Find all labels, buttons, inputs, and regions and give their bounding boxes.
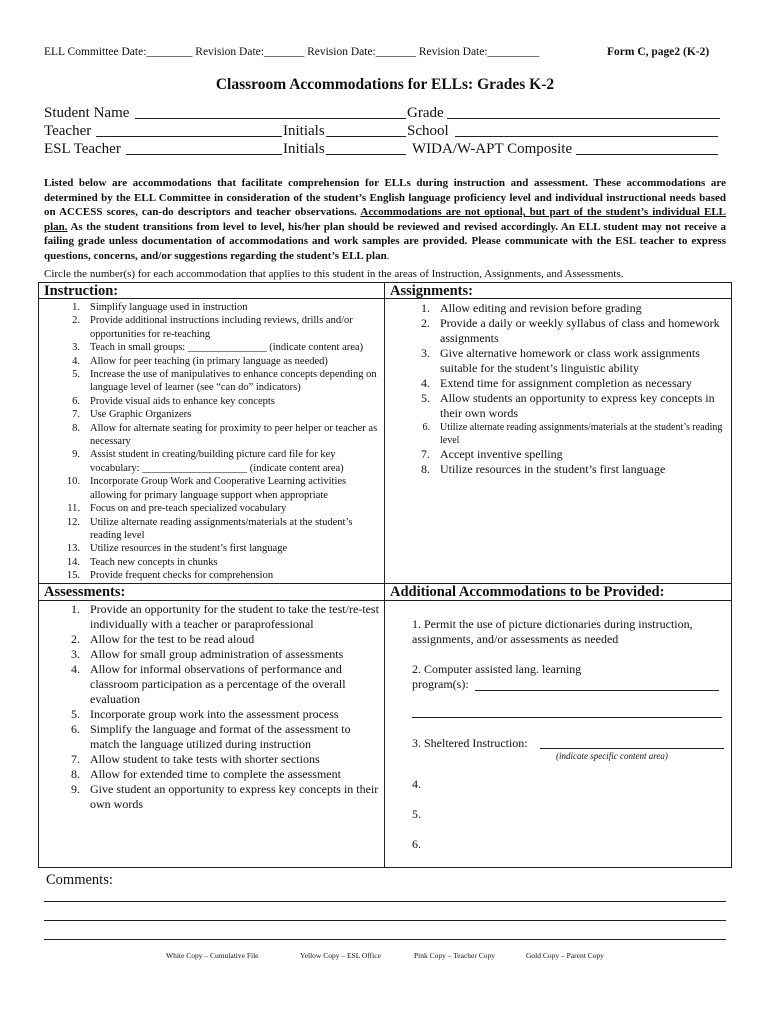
- item-text: Allow student to take tests with shorter sections: [90, 752, 320, 766]
- additional-item-2[interactable]: 2. Computer assisted lang. learning: [412, 662, 582, 676]
- footer-pink-copy: Pink Copy – Teacher Copy: [414, 951, 495, 960]
- list-item[interactable]: [44, 569, 382, 582]
- item-number: 3.: [421, 346, 430, 360]
- item-text: Allow for alternate seating for proximity to peer helper or teacher as necessary: [90, 422, 378, 448]
- item-text: Provide frequent checks for comprehension: [90, 570, 274, 582]
- list-item[interactable]: [44, 767, 380, 782]
- wida-line[interactable]: [576, 154, 718, 155]
- item-number: 5.: [421, 391, 430, 405]
- column-divider: [384, 282, 385, 868]
- teacher-line[interactable]: [96, 136, 282, 137]
- item-text: Allow students an opportunity to express key concepts in their own words: [440, 391, 715, 420]
- item-text: Allow for extended time to complete the assessment: [90, 767, 341, 781]
- item-number: 10.: [66, 476, 80, 488]
- school-line[interactable]: [455, 136, 718, 137]
- item-text: Accept inventive spelling: [440, 447, 563, 461]
- intro-text-1: Listed below are accommodations that facilitate comprehension for ELLs during instruction and assessment. These accommodations are determined by the ELL Committee in consideration of the student’s English language proficiency level and individual instructional needs based on ACCESS scores, can-do descriptors and teacher observations.: [44, 177, 726, 219]
- item-number: 9.: [72, 449, 80, 461]
- list-item[interactable]: [394, 421, 724, 447]
- item-text: Allow for informal observations of performance and classroom participation as a percentage of the overall evaluation: [90, 662, 346, 706]
- list-item[interactable]: [44, 475, 382, 502]
- list-item[interactable]: [394, 376, 724, 391]
- initials-label-2: Initials: [283, 141, 325, 157]
- item-text: Teach new concepts in chunks: [90, 556, 218, 568]
- list-item[interactable]: [394, 447, 724, 462]
- item-number: 1.: [71, 602, 80, 616]
- student-name-line[interactable]: [135, 118, 406, 119]
- item-text: Provide visual aids to enhance key concepts: [90, 395, 275, 407]
- list-item[interactable]: [44, 448, 382, 475]
- list-item[interactable]: [394, 301, 724, 316]
- page-title: Classroom Accommodations for ELLs: Grades K-2: [215, 76, 555, 93]
- item-text: Use Graphic Organizers: [90, 409, 192, 421]
- teacher-label: Teacher: [44, 123, 92, 139]
- additional-item-5[interactable]: 5.: [412, 807, 421, 821]
- instruction-list: [44, 301, 382, 583]
- item-number: 4.: [72, 355, 80, 367]
- list-item[interactable]: [44, 556, 382, 569]
- list-item[interactable]: [394, 462, 724, 477]
- item-number: 14.: [66, 556, 80, 568]
- item-number: 6.: [72, 395, 80, 407]
- item-text: Give student an opportunity to express key concepts in their own words: [90, 782, 379, 811]
- list-item[interactable]: [44, 502, 382, 515]
- item-number: 2.: [72, 315, 80, 327]
- list-item[interactable]: [394, 391, 724, 421]
- list-item[interactable]: [44, 355, 382, 368]
- esl-teacher-line[interactable]: [126, 154, 282, 155]
- item-number: 7.: [71, 752, 80, 766]
- intro-text-2: As the student transitions from level to level, his/her plan should be reviewed and revised accordingly. An ELL student may not receive a failing grade unless documentation of accommodations and work samples are provided. Please communicate with the ESL teacher to express questions, concerns, and/or suggestions regarding the student’s ELL plan: [44, 220, 726, 262]
- item-text: Allow for peer teaching (in primary language as needed): [90, 355, 328, 367]
- item-text: Allow editing and revision before grading: [440, 301, 642, 315]
- comment-line-1[interactable]: [44, 901, 726, 902]
- item-text: Teach in small groups: _______________ (indicate content area): [90, 342, 364, 354]
- item-number: 3.: [71, 647, 80, 661]
- list-item[interactable]: [44, 647, 380, 662]
- item-text: Utilize alternate reading assignments/materials at the student’s reading level: [90, 516, 353, 541]
- intro-paragraph: [44, 176, 726, 264]
- list-item[interactable]: [44, 314, 382, 341]
- item-text: Provide an opportunity for the student to take the test/re-test individually with a teacher or paraprofessional: [90, 602, 379, 631]
- footer-white-copy: White Copy – Cumulative File: [166, 951, 259, 960]
- list-item[interactable]: [394, 316, 724, 346]
- header-rule: [38, 298, 732, 299]
- item-text: Allow for small group administration of assessments: [90, 647, 344, 661]
- form-id: Form C, page2 (K-2): [607, 46, 710, 58]
- program-line[interactable]: [475, 690, 719, 691]
- item-number: 11.: [67, 503, 80, 515]
- initials-line-1[interactable]: [326, 136, 406, 137]
- footer-gold-copy: Gold Copy – Parent Copy: [526, 951, 604, 960]
- item-text: Incorporate group work into the assessment process: [90, 707, 339, 721]
- additional-item-3[interactable]: 3. Sheltered Instruction:: [412, 736, 528, 750]
- item-text: Provide a daily or weekly syllabus of class and homework assignments: [440, 316, 720, 345]
- item-text: Simplify language used in instruction: [90, 302, 248, 313]
- item-text: Simplify the language and format of the assessment to match the language utilized during instruction: [90, 722, 351, 751]
- comment-line-3[interactable]: [44, 939, 726, 940]
- list-item[interactable]: [44, 341, 382, 354]
- item-text: Extend time for assignment completion as necessary: [440, 376, 692, 390]
- assignments-list: [394, 301, 724, 477]
- additional-item-6[interactable]: 6.: [412, 837, 421, 851]
- grade-label: Grade: [407, 105, 444, 121]
- comment-line-2[interactable]: [44, 920, 726, 921]
- item-number: 8.: [72, 422, 80, 434]
- initials-label-1: Initials: [283, 123, 325, 139]
- grade-line[interactable]: [447, 118, 720, 119]
- list-item[interactable]: [44, 752, 380, 767]
- item-number: 9.: [71, 782, 80, 796]
- program-line-2[interactable]: [412, 717, 722, 718]
- list-item[interactable]: [44, 408, 382, 421]
- item-number: 7.: [421, 447, 430, 461]
- esl-teacher-label: ESL Teacher: [44, 141, 121, 157]
- item-text: Give alternative homework or class work assignments suitable for the student’s linguistic ability: [440, 346, 700, 375]
- list-item[interactable]: [44, 395, 382, 408]
- assignments-heading: Assignments:: [390, 283, 473, 299]
- item-number: 2.: [71, 632, 80, 646]
- item-number: 1.: [72, 302, 80, 313]
- item-number: 4.: [71, 662, 80, 676]
- list-item[interactable]: [44, 301, 382, 314]
- circle-instructions: Circle the number(s) for each accommodation that applies to this student in the areas of Instruction, Assignments, and Assessments.: [44, 268, 624, 280]
- item-number: 8.: [71, 767, 80, 781]
- item-text: Provide additional instructions including reviews, drills and/or opportunities for re-teaching: [90, 315, 353, 340]
- list-item[interactable]: [44, 516, 382, 543]
- item-text: Increase the use of manipulatives to enhance concepts depending on language level of learner (see “can do” indicators): [90, 369, 377, 394]
- item-number: 5.: [71, 707, 80, 721]
- sheltered-line[interactable]: [540, 748, 724, 749]
- additional-item-4[interactable]: 4.: [412, 777, 421, 791]
- instruction-heading: Instruction:: [44, 283, 119, 299]
- assessments-list: [44, 602, 380, 812]
- list-item[interactable]: [44, 782, 380, 812]
- item-number: 6.: [422, 422, 430, 433]
- item-text: Incorporate Group Work and Cooperative Learning activities allowing for primary language support when appropriate: [90, 476, 347, 501]
- item-number: 12.: [66, 516, 80, 528]
- intro-end: .: [386, 249, 390, 262]
- item-number: 4.: [421, 376, 430, 390]
- list-item[interactable]: [394, 346, 724, 376]
- item-number: 5.: [72, 369, 80, 381]
- footer-yellow-copy: Yellow Copy – ESL Office: [300, 951, 381, 960]
- item-text: Utilize alternate reading assignments/materials at the student’s reading level: [440, 422, 723, 446]
- list-item[interactable]: [44, 662, 380, 707]
- item-text: Allow for the test to be read aloud: [90, 632, 255, 646]
- list-item[interactable]: [44, 422, 382, 449]
- sheltered-note: (indicate specific content area): [556, 751, 668, 761]
- additional-heading: Additional Accommodations to be Provided:: [390, 584, 665, 600]
- wida-label: WIDA/W-APT Composite: [412, 141, 573, 157]
- item-number: 13.: [66, 543, 80, 555]
- item-number: 15.: [66, 570, 80, 582]
- school-label: School: [407, 123, 449, 139]
- item-text: Assist student in creating/building picture card file for key vocabulary: ____________________ (indicate content area): [90, 449, 344, 474]
- intro-underlined: Accommodations are not optional, but part of the student’s individual ELL plan.: [44, 206, 726, 233]
- list-item[interactable]: [44, 368, 382, 395]
- list-item[interactable]: [44, 722, 380, 752]
- assessments-heading: Assessments:: [44, 584, 126, 600]
- item-number: 7.: [72, 409, 80, 421]
- item-number: 3.: [72, 342, 80, 354]
- list-item[interactable]: [44, 542, 382, 555]
- item-number: 8.: [421, 462, 430, 476]
- list-item[interactable]: [44, 602, 380, 632]
- item-text: Focus on and pre-teach specialized vocabulary: [90, 503, 287, 515]
- item-number: 2.: [421, 316, 430, 330]
- item-text: Utilize resources in the student’s first language: [90, 543, 288, 555]
- additional-item-2-program-label: program(s):: [412, 677, 469, 691]
- additional-item-1[interactable]: 1. Permit the use of picture dictionaries during instruction, assignments, and/or assessments as needed: [412, 617, 693, 646]
- item-number: 6.: [71, 722, 80, 736]
- list-item[interactable]: [44, 632, 380, 647]
- student-name-label: Student Name: [44, 105, 130, 121]
- comments-label: Comments:: [46, 872, 113, 888]
- item-number: 1.: [421, 301, 430, 315]
- item-text: Utilize resources in the student’s first language: [440, 462, 666, 476]
- header-dates: ELL Committee Date:________ Revision Date:_______ Revision Date:_______ Revision Date:_________: [44, 46, 540, 58]
- initials-line-2[interactable]: [326, 154, 406, 155]
- list-item[interactable]: [44, 707, 380, 722]
